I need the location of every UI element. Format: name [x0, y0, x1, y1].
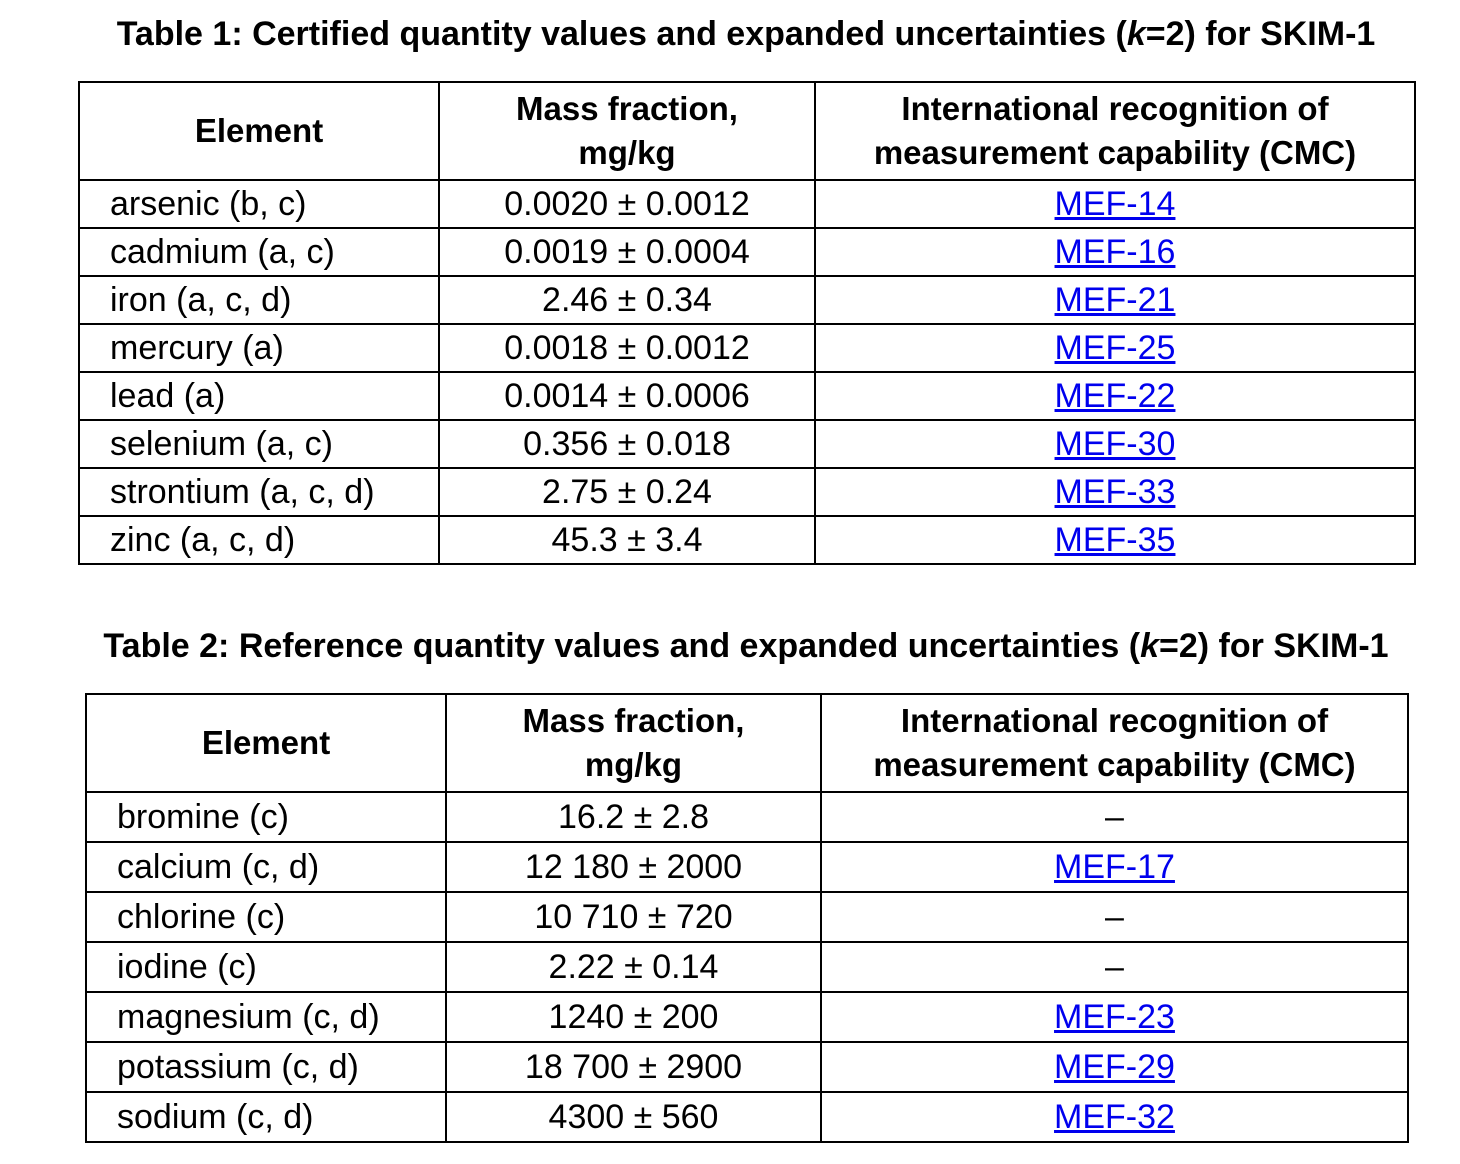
- mass-fraction-cell: 0.0014 ± 0.0006: [439, 372, 815, 420]
- cmc-link[interactable]: MEF-32: [1054, 1098, 1175, 1136]
- cmc-link[interactable]: MEF-25: [1054, 329, 1176, 367]
- table-row: [79, 228, 1415, 276]
- mass-fraction-cell: 16.2 ± 2.8: [446, 792, 821, 842]
- mass-fraction-cell: 1240 ± 200: [446, 992, 821, 1042]
- cmc-cell: [815, 420, 1415, 468]
- element-cell: strontium (a, c, d): [79, 468, 439, 516]
- table-row: [86, 892, 1408, 942]
- cmc-link[interactable]: MEF-35: [1054, 521, 1176, 559]
- element-cell: sodium (c, d): [86, 1092, 446, 1142]
- mass-fraction-cell: 18 700 ± 2900: [446, 1042, 821, 1092]
- cmc-none: –: [1105, 948, 1124, 986]
- cmc-cell: [815, 276, 1415, 324]
- table-row: [86, 1042, 1408, 1092]
- mass-fraction-cell: 0.0020 ± 0.0012: [439, 180, 815, 228]
- mass-fraction-cell: 2.46 ± 0.34: [439, 276, 815, 324]
- header-mass-fraction: Mass fraction, mg/kg: [446, 694, 821, 792]
- mass-fraction-cell: 0.356 ± 0.018: [439, 420, 815, 468]
- cmc-cell: [821, 1042, 1408, 1092]
- table-row: [79, 420, 1415, 468]
- mass-fraction-cell: 4300 ± 560: [446, 1092, 821, 1142]
- cmc-cell: [821, 892, 1408, 942]
- cmc-cell: [815, 516, 1415, 564]
- element-cell: lead (a): [79, 372, 439, 420]
- table-row: [79, 516, 1415, 564]
- cmc-link[interactable]: MEF-22: [1054, 377, 1176, 415]
- element-cell: chlorine (c): [86, 892, 446, 942]
- table-row: [79, 276, 1415, 324]
- table1-caption: Table 1: Certified quantity values and expanded uncertainties (k=2) for SKIM-1: [116, 15, 1376, 53]
- element-cell: iron (a, c, d): [79, 276, 439, 324]
- table-row: [86, 992, 1408, 1042]
- table2-caption: Table 2: Reference quantity values and expanded uncertainties (k=2) for SKIM-1: [103, 627, 1389, 665]
- element-cell: bromine (c): [86, 792, 446, 842]
- cmc-link[interactable]: MEF-17: [1054, 848, 1175, 886]
- mass-fraction-cell: 45.3 ± 3.4: [439, 516, 815, 564]
- header-element: Element: [86, 694, 446, 792]
- cmc-link[interactable]: MEF-21: [1054, 281, 1176, 319]
- cmc-cell: [815, 324, 1415, 372]
- header-mass-fraction: Mass fraction, mg/kg: [439, 82, 815, 180]
- element-cell: selenium (a, c): [79, 420, 439, 468]
- certified-values-table: [78, 81, 1416, 565]
- element-cell: cadmium (a, c): [79, 228, 439, 276]
- element-cell: magnesium (c, d): [86, 992, 446, 1042]
- element-cell: calcium (c, d): [86, 842, 446, 892]
- header-cmc: International recognition of measurement capability (CMC): [821, 694, 1408, 792]
- table-row: [86, 942, 1408, 992]
- cmc-cell: [815, 372, 1415, 420]
- element-cell: iodine (c): [86, 942, 446, 992]
- table-row: [86, 842, 1408, 892]
- cmc-cell: [815, 468, 1415, 516]
- table-row: [79, 468, 1415, 516]
- cmc-link[interactable]: MEF-16: [1054, 233, 1176, 271]
- cmc-cell: [821, 992, 1408, 1042]
- element-cell: arsenic (b, c): [79, 180, 439, 228]
- cmc-cell: [821, 942, 1408, 992]
- element-cell: zinc (a, c, d): [79, 516, 439, 564]
- cmc-none: –: [1105, 798, 1124, 836]
- element-cell: mercury (a): [79, 324, 439, 372]
- header-cmc: International recognition of measurement capability (CMC): [815, 82, 1415, 180]
- mass-fraction-cell: 0.0018 ± 0.0012: [439, 324, 815, 372]
- reference-values-table: [85, 693, 1409, 1143]
- table-row: [79, 372, 1415, 420]
- cmc-cell: [815, 228, 1415, 276]
- cmc-cell: [815, 180, 1415, 228]
- cmc-link[interactable]: MEF-29: [1054, 1048, 1175, 1086]
- cmc-cell: [821, 1092, 1408, 1142]
- header-element: Element: [79, 82, 439, 180]
- cmc-link[interactable]: MEF-33: [1054, 473, 1176, 511]
- cmc-none: –: [1105, 898, 1124, 936]
- mass-fraction-cell: 2.75 ± 0.24: [439, 468, 815, 516]
- mass-fraction-cell: 10 710 ± 720: [446, 892, 821, 942]
- cmc-cell: [821, 842, 1408, 892]
- table-row: [79, 324, 1415, 372]
- cmc-link[interactable]: MEF-14: [1054, 185, 1176, 223]
- cmc-cell: [821, 792, 1408, 842]
- mass-fraction-cell: 2.22 ± 0.14: [446, 942, 821, 992]
- table-header-row: [86, 694, 1408, 792]
- table-row: [79, 180, 1415, 228]
- cmc-link[interactable]: MEF-30: [1054, 425, 1176, 463]
- mass-fraction-cell: 0.0019 ± 0.0004: [439, 228, 815, 276]
- table-row: [86, 792, 1408, 842]
- element-cell: potassium (c, d): [86, 1042, 446, 1092]
- mass-fraction-cell: 12 180 ± 2000: [446, 842, 821, 892]
- cmc-link[interactable]: MEF-23: [1054, 998, 1175, 1036]
- table-header-row: [79, 82, 1415, 180]
- table-row: [86, 1092, 1408, 1142]
